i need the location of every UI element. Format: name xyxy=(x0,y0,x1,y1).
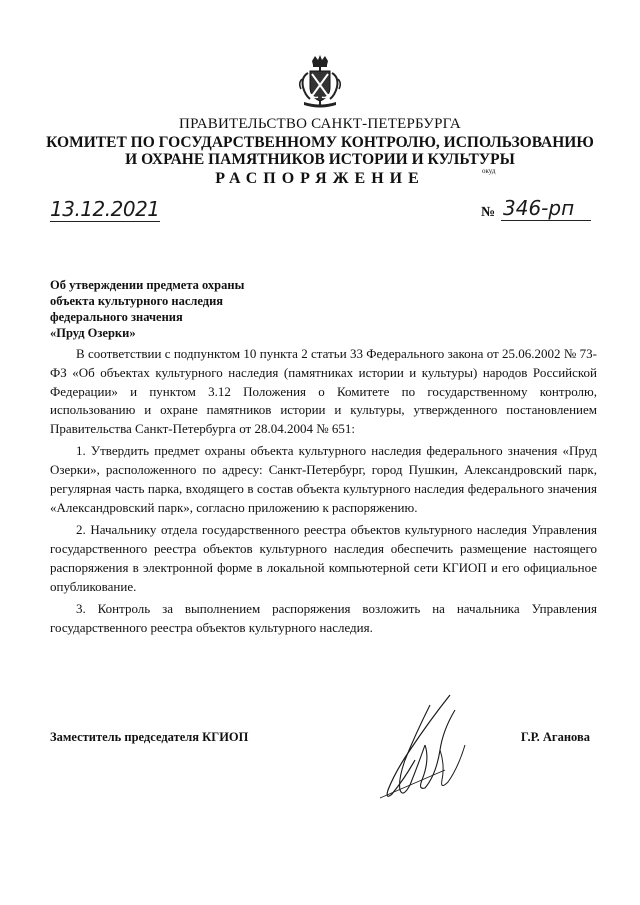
subject-line4: «Пруд Озерки» xyxy=(50,326,136,340)
date-field xyxy=(50,199,160,222)
okud-label: окуд xyxy=(482,167,496,175)
subject-line1: Об утверждении предмета охраны xyxy=(50,278,245,292)
document-body xyxy=(50,345,597,641)
number-value: 346-рп xyxy=(503,196,575,220)
item-1-paragraph: 1. Утвердить предмет охраны объекта культурного наследия федерального значения «Пруд Озерки», расположенного по адресу: Санкт-Петербург, город Пушкин, Александровский парк, регулярная часть парка, входящего в состав объекта культурного наследия федерального значения «Александровский парк», согласно приложению к распоряжению. xyxy=(50,443,597,515)
subject-line2: объекта культурного наследия xyxy=(50,294,224,308)
committee-title-line2: И ОХРАНЕ ПАМЯТНИКОВ ИСТОРИИ И КУЛЬТУРЫ xyxy=(125,151,515,168)
number-field xyxy=(481,196,591,221)
government-title: ПРАВИТЕЛЬСТВО САНКТ-ПЕТЕРБУРГА xyxy=(179,116,461,132)
subject-line3: федерального значения xyxy=(50,310,183,324)
handwritten-signature xyxy=(370,690,480,805)
signer-position: Заместитель председателя КГИОП xyxy=(50,730,249,744)
date-value: 13.12.2021 xyxy=(50,197,160,221)
signer-name: Г.Р. Аганова xyxy=(520,730,590,744)
item-2-paragraph: 2. Начальнику отдела государственного реестра объектов культурного наследия Управления государственного реестра объектов культурного наследия обеспечить размещение настоящего распоряжения в электронной форме в локальной компьютерной сети КГИОП и его официальное опубликование. xyxy=(50,522,597,594)
committee-title xyxy=(0,134,640,168)
coat-of-arms-icon xyxy=(296,55,344,109)
committee-title-line1: КОМИТЕТ ПО ГОСУДАРСТВЕННОМУ КОНТРОЛЮ, ИСПОЛЬЗОВАНИЮ xyxy=(46,134,594,151)
document-subject xyxy=(50,277,244,341)
preamble-paragraph: В соответствии с подпунктом 10 пункта 2 статьи 33 Федерального закона от 25.06.2002 № 73-ФЗ «Об объектах культурного наследия (памятниках истории и культуры) народов Российской Федерации» и пунктом 3.12 Положения о Комитете по государственному контролю, использованию и охране памятников истории и культуры, утвержденного постановлением Правительства Санкт-Петербурга от 28.04.2004 № 651: xyxy=(50,346,597,437)
number-sign: № xyxy=(481,205,496,220)
document-type: РАСПОРЯЖЕНИЕ xyxy=(215,170,425,187)
number-underline xyxy=(501,198,591,221)
item-3-paragraph: 3. Контроль за выполнением распоряжения возложить на начальника Управления государственного реестра объектов культурного наследия. xyxy=(50,600,597,635)
